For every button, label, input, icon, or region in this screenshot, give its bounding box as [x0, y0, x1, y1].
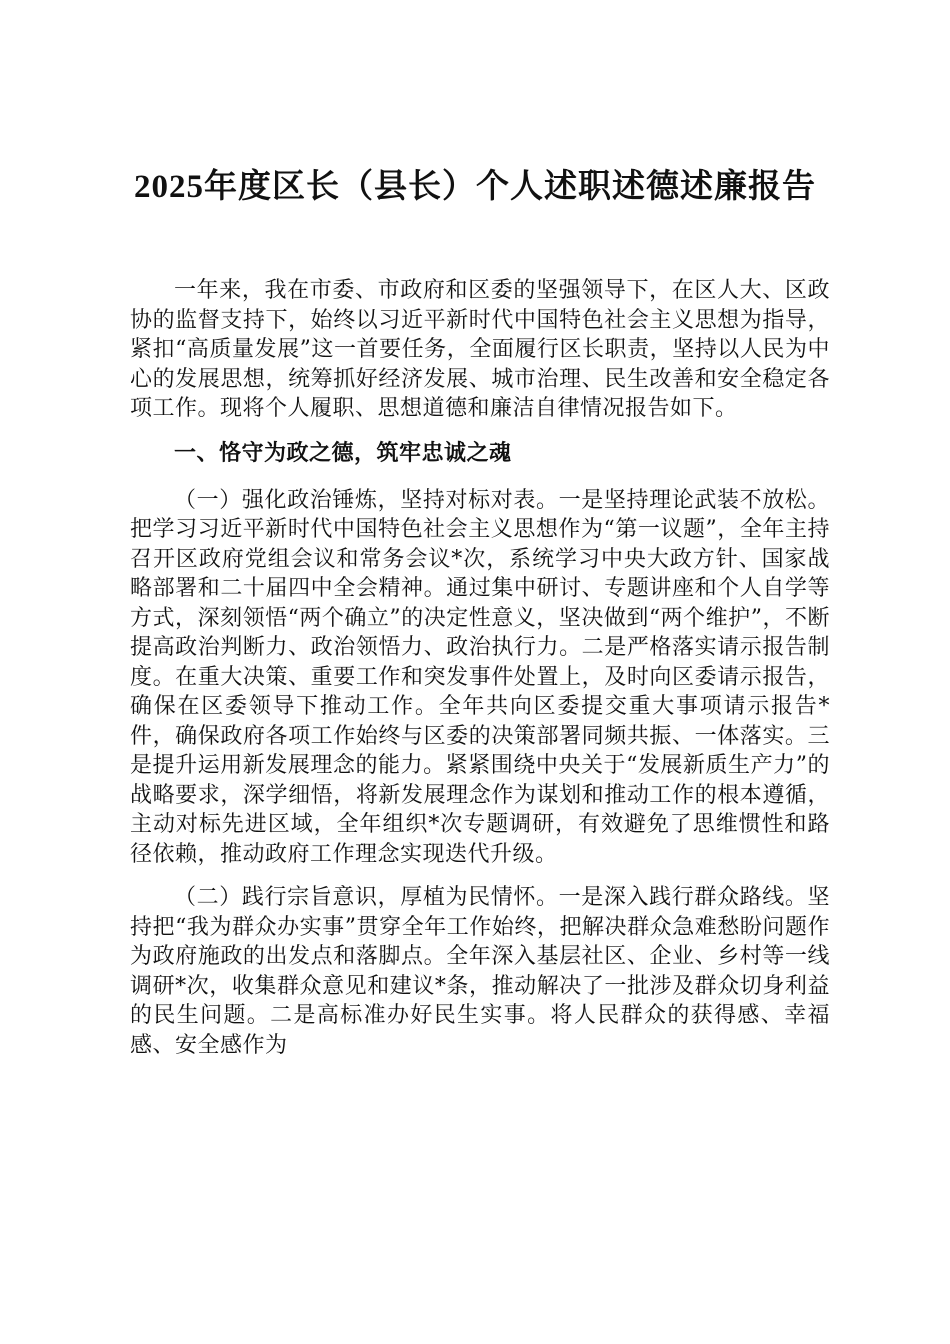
body-paragraph-2: （二）践行宗旨意识，厚植为民情怀。一是深入践行群众路线。坚持把“我为群众办实事”贯穿全年工作始终，把解决群众急难愁盼问题作为政府施政的出发点和落脚点。全年深入基层社区、企业、乡村等一线调研*次，收集群众意见和建议*条，推动解决了一批涉及群众切身利益的民生问题。二是高标准办好民生实事。将人民群众的获得感、幸福感、安全感作为	[130, 885, 830, 1058]
document-body	[130, 276, 830, 1074]
intro-paragraph: 一年来，我在市委、市政府和区委的坚强领导下，在区人大、区政协的监督支持下，始终以习近平新时代中国特色社会主义思想为指导，紧扣“高质量发展”这一首要任务，全面履行区长职责，坚持以人民为中心的发展思想，统筹抓好经济发展、城市治理、民生改善和安全稳定各项工作。现将个人履职、思想道德和廉洁自律情况报告如下。	[130, 278, 830, 421]
body-paragraph-1: （一）强化政治锤炼，坚持对标对表。一是坚持理论武装不放松。把学习习近平新时代中国特色社会主义思想作为“第一议题”，全年主持召开区政府党组会议和常务会议*次，系统学习中央大政方针、国家战略部署和二十届四中全会精神。通过集中研讨、专题讲座和个人自学等方式，深刻领悟“两个确立”的决定性意义，坚决做到“两个维护”，不断提高政治判断力、政治领悟力、政治执行力。二是严格落实请示报告制度。在重大决策、重要工作和突发事件处置上，及时向区委请示报告，确保在区委领导下推动工作。全年共向区委提交重大事项请示报告*件，确保政府各项工作始终与区委的决策部署同频共振、一体落实。三是提升运用新发展理念的能力。紧紧围绕中央关于“发展新质生产力”的战略要求，深学细悟，将新发展理念作为谋划和推动工作的根本遵循，主动对标先进区域，全年组织*次专题调研，有效避免了思维惯性和路径依赖，推动政府工作理念实现迭代升级。	[130, 487, 830, 867]
section-heading: 一、恪守为政之德，筑牢忠诚之魂	[174, 439, 512, 466]
document-title: 2025年度区长（县长）个人述职述德述廉报告	[134, 169, 816, 205]
